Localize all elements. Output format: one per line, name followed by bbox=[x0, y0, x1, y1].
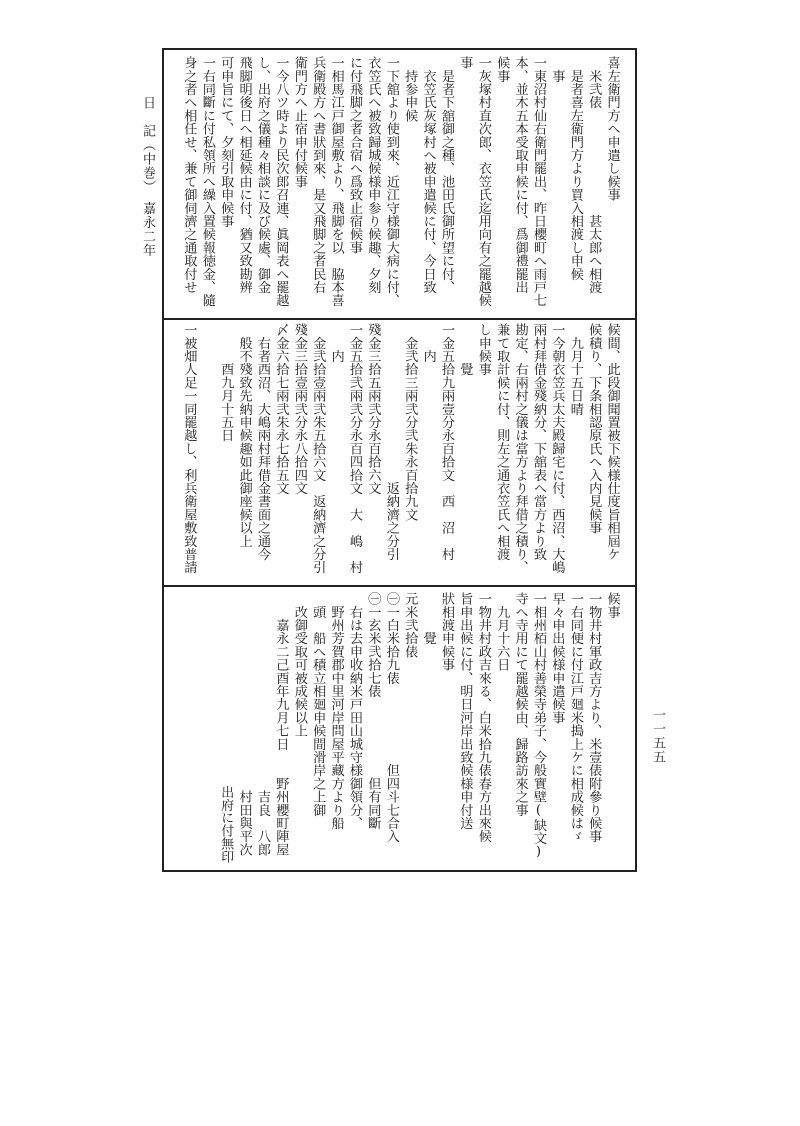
band1-column: 一灰塚村直次郎、衣笠氏迄用向有之罷越候 bbox=[475, 56, 491, 307]
band3-column: ㊀一玄米弐拾七俵 但有同斷 bbox=[365, 592, 381, 830]
band1-column: 一右同斷に付私領所へ繰入置候報徳金、隨 bbox=[199, 56, 215, 307]
band1-column: 本、並木五本受取申候に付、爲御禮罷出 bbox=[512, 56, 528, 294]
band3-column: 候事 bbox=[604, 592, 620, 619]
band2-column: 一今朝衣笠兵太夫殿歸宅に付、西沼、大嶋 bbox=[549, 323, 565, 574]
band3-column: 頭 船へ積立相廻申候間滑岸之上御 bbox=[310, 592, 326, 817]
band3-column: 野州芳賀郡中里河岸問屋平藏方より船 bbox=[328, 592, 344, 830]
band2-column: 右者西沼、大嶋兩村拜借金書面之通今 bbox=[255, 323, 270, 561]
band1-column: 候事 bbox=[494, 56, 510, 83]
band-divider-1 bbox=[164, 318, 635, 320]
band3-column: 九月十六日 bbox=[494, 592, 510, 672]
band2-column: 一金五拾九兩壹分永百拾文 西 沼 村 bbox=[439, 323, 454, 561]
band3-column: 一相州栢山村善榮寺弟子、今般實壁(缺文) bbox=[531, 592, 546, 860]
band3-column: 元米弐拾俵 bbox=[402, 592, 418, 658]
band1-column: 衣笠氏へ被致歸城候様申参り候趣、夕刻 bbox=[365, 56, 381, 294]
band3-column: 覺 bbox=[420, 592, 436, 645]
band2-column: 候積り、下条相認原氏へ入内見候事 bbox=[586, 323, 602, 535]
band3-column: 一物井村軍政吉方より、米壹俵附參り候事 bbox=[586, 592, 602, 843]
band1-column: 喜左衛門方へ申遣し候事 bbox=[604, 56, 620, 202]
band2-column: 金弐拾三兩弐分弐朱永百拾九文 bbox=[402, 323, 418, 521]
band2-column: 酉九月十五日 bbox=[218, 323, 234, 442]
band1-column: 飛脚明後日へ相延候由に付、猶又致勘辨 bbox=[236, 56, 252, 294]
band2-column: 返納濟之分引 bbox=[383, 323, 399, 561]
band1-column: に付飛脚之者合宿へ爲致止宿候事 bbox=[347, 56, 362, 254]
band1-column: 是者下舘御之種、池田氏御所望に付、 bbox=[439, 56, 454, 294]
band3-column: 吉良 八郎 bbox=[255, 592, 270, 856]
band2-column: 般不殘致先納申候趣如此御座候以上 bbox=[236, 323, 252, 548]
band1-column: 兵衛殿方へ書狀到來、是又飛脚之者民右 bbox=[310, 56, 326, 294]
band1-column: 身之者へ相任せ、兼て御伺濟之通取付せ bbox=[181, 56, 197, 294]
band2-column: 一金五拾弐兩弐分永百四拾文 大 嶋 村 bbox=[347, 323, 362, 574]
band2-column: 一被畑人足一同罷越し、利兵衛屋敷致普請 bbox=[181, 323, 197, 574]
band1-column: 一下舘より使到來、近江守様御大病に付、 bbox=[383, 56, 399, 307]
band3-column: ㊀一白米拾九俵 但四斗七合入 bbox=[383, 592, 399, 843]
band1-column: 一今八ツ時より民次郎召連、眞岡表へ罷越 bbox=[273, 56, 289, 307]
band-divider-2 bbox=[164, 585, 635, 587]
band1-column: 是者喜左衛門方より買入相渡し申候 bbox=[567, 56, 583, 281]
band3-column: 一物井村政吉來る、白米拾九俵春方出來候 bbox=[475, 592, 491, 843]
band3-column: 早々申出候様申遣候事 bbox=[549, 592, 565, 724]
band2-column: 候間、此段御聞置被下候様仕度旨相屆ケ bbox=[604, 323, 620, 561]
band2-column: 九月十五日晴 bbox=[567, 323, 583, 416]
band2-column: 兼て取計候に付、則左之通衣笠氏へ相渡 bbox=[494, 323, 510, 561]
band3-column: 寺へ寺用にて罷越候由、歸路訪來之事 bbox=[512, 592, 528, 817]
band1-column: し、出府之儀種々相談に及び候處、御金 bbox=[255, 56, 270, 294]
band1-column: 持参申候 bbox=[402, 56, 418, 122]
band1-column: 事 bbox=[549, 56, 565, 83]
band3-column: 旨申出候に付、明日河岸出致候様申付送 bbox=[457, 592, 473, 830]
band1-column: 衛門方へ止宿申付候事 bbox=[291, 56, 307, 188]
band1-column: 可申旨にて、夕刻引取申候事 bbox=[218, 56, 234, 228]
band3-column: 狀相渡申候事 bbox=[439, 592, 454, 672]
band3-column: 出府に付無印 bbox=[218, 592, 234, 863]
band1-column: 米弐俵 甚太郎へ相渡 bbox=[586, 56, 602, 294]
band2-column: 殘金三拾壹兩弐分永八拾四文 bbox=[291, 323, 307, 495]
band2-column: 覺 bbox=[457, 323, 473, 376]
band2-column: 殘金三拾五兩弐分永百拾六文 bbox=[365, 323, 381, 495]
page-number: 一一五五 bbox=[650, 708, 665, 764]
band2-column: 兩村拜借金殘納分、下舘表へ當方より致 bbox=[531, 323, 546, 561]
band2-column: 金弐拾壹兩弐朱五拾六文 返納濟之分引 bbox=[310, 323, 326, 574]
band3-column: 嘉永二己酉年九月七日 野州櫻町陣屋 bbox=[273, 592, 289, 856]
band3-column: 改御受取可被成候以上 bbox=[291, 592, 307, 738]
band2-column: 〆金六拾七兩弐朱永七拾五文 bbox=[273, 323, 289, 495]
band2-column: 内 bbox=[420, 323, 436, 363]
band1-column: 一相馬江戸御屋敷より、飛脚を以 脇本喜 bbox=[328, 56, 344, 307]
band3-column: 一右同便に付江戸廻米搗上ケに相成候はゞ bbox=[567, 592, 583, 843]
page-header: 日 記（中巻） 嘉永二年 bbox=[140, 96, 155, 258]
band2-column: 内 bbox=[328, 323, 344, 363]
band2-column: し申候事 bbox=[475, 323, 491, 376]
band3-column: 村田與平次 bbox=[236, 592, 252, 856]
band1-column: 事 bbox=[457, 56, 473, 70]
band1-column: 衣笠氏灰塚村へ被申遣候に付、今日致 bbox=[420, 56, 436, 294]
band1-column: 一東沼村仙右衛門罷出、昨日櫻町へ雨戸七 bbox=[531, 56, 546, 307]
band2-column: 勘定、右兩村之儀は當方より拜借之積り、 bbox=[512, 323, 528, 574]
band3-column: 右は去申收納米戸田山城守様御領分、 bbox=[347, 592, 362, 830]
